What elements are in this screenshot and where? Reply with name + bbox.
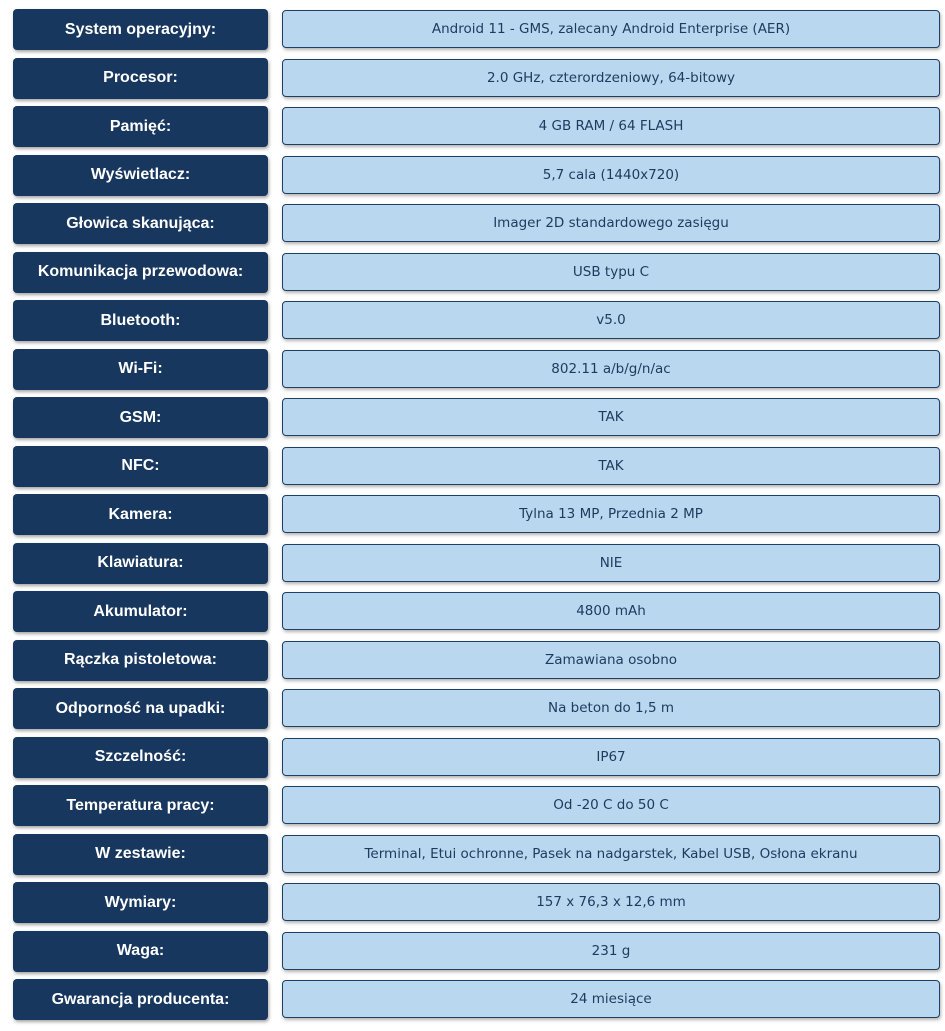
spec-row-wifi <box>13 349 941 390</box>
spec-label: Pamięć: <box>13 106 268 147</box>
spec-row-bluetooth <box>13 300 941 341</box>
spec-row-weight <box>13 931 941 972</box>
spec-value: 4800 mAh <box>282 592 940 630</box>
spec-value: Od -20 C do 50 C <box>282 786 940 824</box>
spec-row-keyboard <box>13 543 941 584</box>
spec-value: 24 miesiące <box>282 980 940 1018</box>
spec-label: Wymiary: <box>13 882 268 923</box>
spec-row-sealing <box>13 737 941 778</box>
spec-row-memory <box>13 106 941 147</box>
spec-row-warranty <box>13 979 941 1020</box>
spec-label: Procesor: <box>13 58 268 99</box>
spec-value: IP67 <box>282 738 940 776</box>
spec-label: Bluetooth: <box>13 300 268 341</box>
spec-value: Na beton do 1,5 m <box>282 689 940 727</box>
spec-label: Komunikacja przewodowa: <box>13 252 268 293</box>
spec-row-processor <box>13 58 941 99</box>
spec-row-camera <box>13 494 941 535</box>
spec-label: Waga: <box>13 931 268 972</box>
spec-value: NIE <box>282 544 940 582</box>
spec-label: NFC: <box>13 446 268 487</box>
spec-row-gsm <box>13 397 941 438</box>
spec-value: Android 11 - GMS, zalecany Android Enterprise (AER) <box>282 10 940 48</box>
spec-label: Odporność na upadki: <box>13 688 268 729</box>
spec-row-dimensions <box>13 882 941 923</box>
spec-label: Rączka pistoletowa: <box>13 640 268 681</box>
spec-value: 4 GB RAM / 64 FLASH <box>282 107 940 145</box>
spec-value: Zamawiana osobno <box>282 641 940 679</box>
spec-value: TAK <box>282 398 940 436</box>
spec-label: W zestawie: <box>13 834 268 875</box>
spec-row-wired <box>13 252 941 293</box>
spec-label: Wi-Fi: <box>13 349 268 390</box>
spec-value: 5,7 cala (1440x720) <box>282 156 940 194</box>
spec-value: 157 x 76,3 x 12,6 mm <box>282 883 940 921</box>
spec-label: Klawiatura: <box>13 543 268 584</box>
spec-value: 2.0 GHz, czterordzeniowy, 64-bitowy <box>282 59 940 97</box>
spec-value: USB typu C <box>282 253 940 291</box>
spec-label: System operacyjny: <box>13 9 268 50</box>
spec-label: Gwarancja producenta: <box>13 979 268 1020</box>
spec-row-battery <box>13 591 941 632</box>
spec-row-package <box>13 834 941 875</box>
spec-row-pistol-grip <box>13 640 941 681</box>
spec-label: Szczelność: <box>13 737 268 778</box>
spec-row-system <box>13 9 941 50</box>
spec-label: Głowica skanująca: <box>13 203 268 244</box>
spec-row-scanner <box>13 203 941 244</box>
spec-table <box>13 9 941 1028</box>
spec-value: 802.11 a/b/g/n/ac <box>282 350 940 388</box>
spec-label: Wyświetlacz: <box>13 155 268 196</box>
spec-row-display <box>13 155 941 196</box>
spec-label: Akumulator: <box>13 591 268 632</box>
spec-value: Tylna 13 MP, Przednia 2 MP <box>282 495 940 533</box>
spec-value: TAK <box>282 447 940 485</box>
spec-label: GSM: <box>13 397 268 438</box>
spec-value: Terminal, Etui ochronne, Pasek na nadgarstek, Kabel USB, Osłona ekranu <box>282 835 940 873</box>
spec-label: Temperatura pracy: <box>13 785 268 826</box>
spec-value: 231 g <box>282 932 940 970</box>
spec-value: Imager 2D standardowego zasięgu <box>282 204 940 242</box>
spec-value: v5.0 <box>282 301 940 339</box>
spec-row-drop-resistance <box>13 688 941 729</box>
spec-label: Kamera: <box>13 494 268 535</box>
spec-row-temperature <box>13 785 941 826</box>
spec-row-nfc <box>13 446 941 487</box>
